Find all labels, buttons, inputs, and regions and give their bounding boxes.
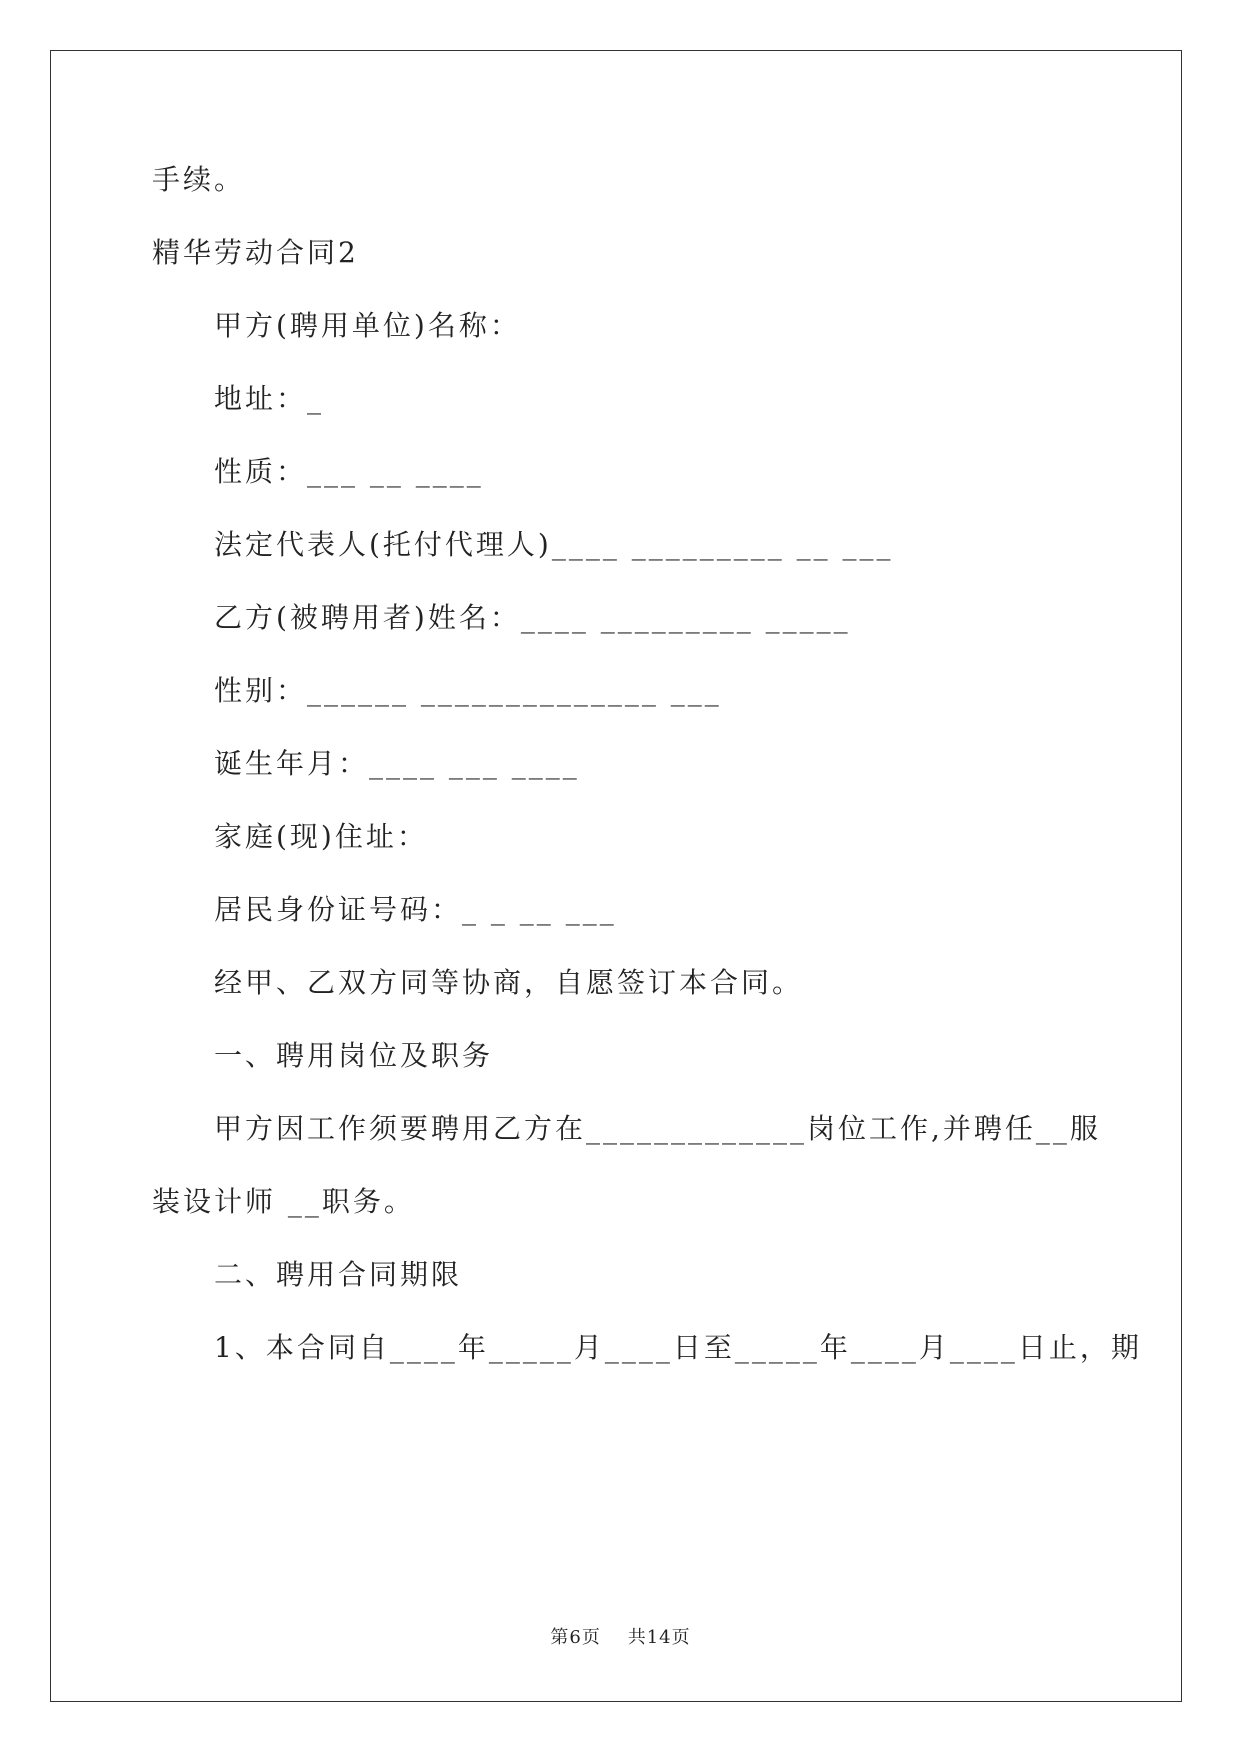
field-home-address: 家庭(现)住址： <box>214 820 428 853</box>
page-footer <box>0 1623 1241 1649</box>
text-line-procedures: 手续。 <box>152 163 246 196</box>
page-total: 共14页 <box>627 1627 691 1648</box>
page-border <box>50 50 1182 1702</box>
section-heading-position: 一、聘用岗位及职务 <box>214 1039 494 1072</box>
field-birth-date: 诞生年月：____ ___ ____ <box>214 747 580 780</box>
section-heading-term: 二、聘用合同期限 <box>214 1258 463 1291</box>
contract-heading: 精华劳动合同2 <box>152 236 359 269</box>
field-address: 地址：_ <box>214 382 325 415</box>
field-employer-name: 甲方(聘用单位)名称： <box>214 309 521 342</box>
text-position-clause-cont: 装设计师 __职务。 <box>152 1185 415 1218</box>
field-id-number: 居民身份证号码：_ _ __ ___ <box>214 893 617 926</box>
page-number: 第6页 <box>550 1627 601 1648</box>
field-gender: 性别：______ ______________ ___ <box>214 674 722 707</box>
text-position-clause: 甲方因工作须要聘用乙方在_____________岗位工作,并聘任__服 <box>214 1112 1101 1145</box>
text-agreement-statement: 经甲、乙双方同等协商，自愿签订本合同。 <box>214 966 804 999</box>
field-nature: 性质：___ __ ____ <box>214 455 484 488</box>
field-legal-representative: 法定代表人(托付代理人)____ _________ __ ___ <box>214 528 894 561</box>
field-employee-name: 乙方(被聘用者)姓名：____ _________ _____ <box>214 601 851 634</box>
text-term-clause: 1、本合同自____年_____月____日至_____年____月____日止，期 <box>214 1331 1142 1364</box>
